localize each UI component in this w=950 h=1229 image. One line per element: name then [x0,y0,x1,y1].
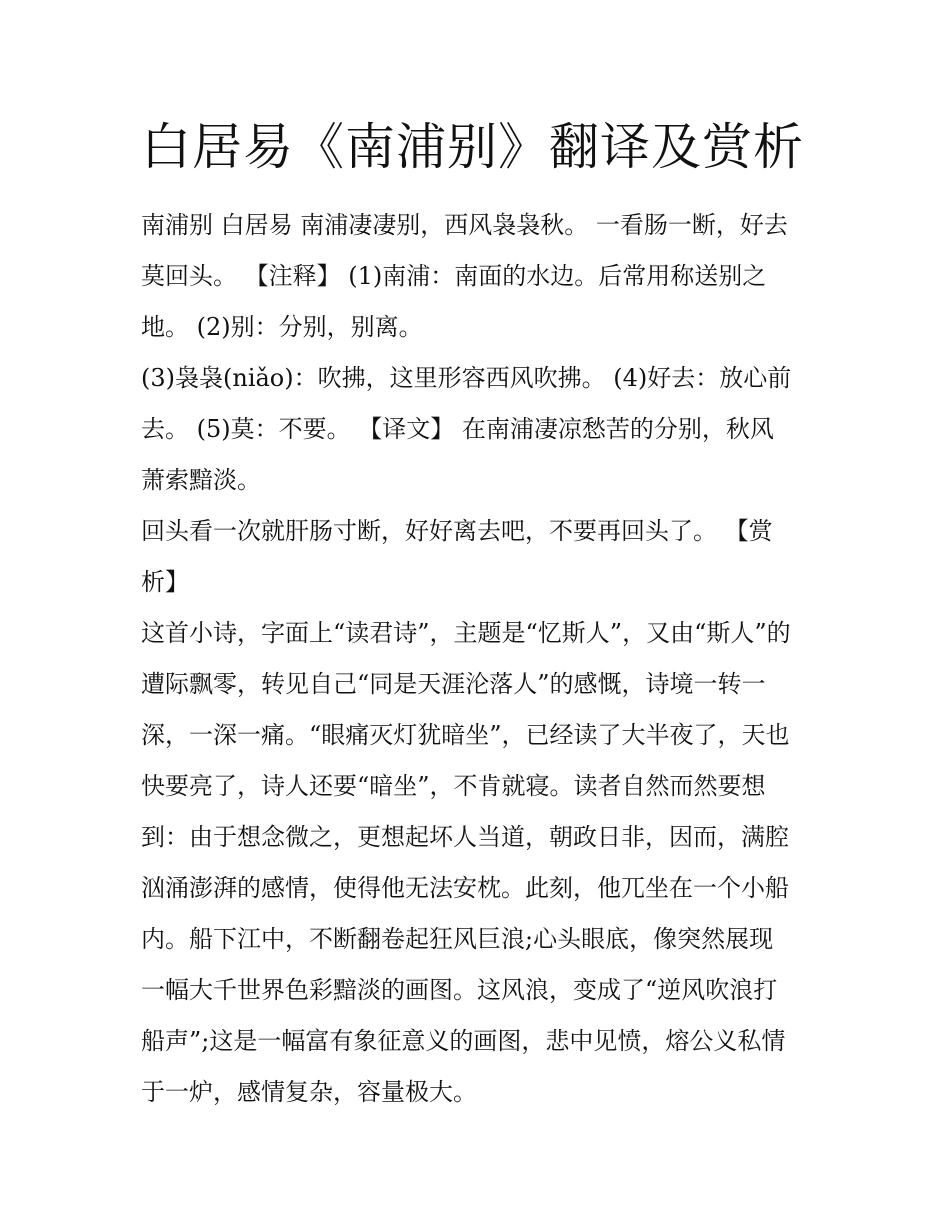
text-line: 深，一深一痛。“眼痛灭灯犹暗坐”，已经读了大半夜了，天也 [141,721,790,749]
text-line: 到：由于想念微之，更想起坏人当道，朝政日非，因而，满腔 [141,823,789,851]
text-line: 遭际飘零，转见自己“同是天涯沦落人”的感慨，诗境一转一 [141,670,766,698]
text-line: 地。 (2)别：分别，别离。 [141,313,423,341]
text-line: 莫回头。 【注释】 (1)南浦：南面的水边。后常用称送别之 [141,262,767,290]
text-line: 汹涌澎湃的感情，使得他无法安枕。此刻，他兀坐在一个小船 [141,874,789,902]
text-line: 一幅大千世界色彩黯淡的画图。这风浪，变成了“逆风吹浪打 [141,976,778,1004]
text-line: (3)袅袅(niǎo)：吹拂，这里形容西风吹拂。 (4)好去：放心前 [141,364,792,392]
text-line: 于一炉，感情复杂，容量极大。 [141,1078,477,1106]
text-line: 萧索黯淡。 [141,466,261,494]
text-line: 快要亮了，诗人还要“暗坐”，不肯就寝。读者自然而然要想 [141,772,766,800]
text-line: 这首小诗，字面上“读君诗”，主题是“忆斯人”，又由“斯人”的 [141,619,791,647]
text-line: 南浦别 白居易 南浦凄凄别，西风袅袅秋。 一看肠一断，好去 [141,211,788,239]
text-line: 内。船下江中，不断翻卷起狂风巨浪;心头眼底，像突然展现 [141,925,774,953]
document-title: 白居易《南浦别》翻译及赏析 [141,118,804,176]
text-line: 回头看一次就肝肠寸断，好好离去吧，不要再回头了。 【赏 [141,517,773,545]
text-line: 析】 [141,568,189,596]
document-body [141,200,813,1118]
text-line: 去。 (5)莫：不要。 【译文】 在南浦凄凉愁苦的分别，秋风 [141,415,774,443]
text-line: 船声”;这是一幅富有象征意义的画图，悲中见愤，熔公义私情 [141,1027,786,1055]
